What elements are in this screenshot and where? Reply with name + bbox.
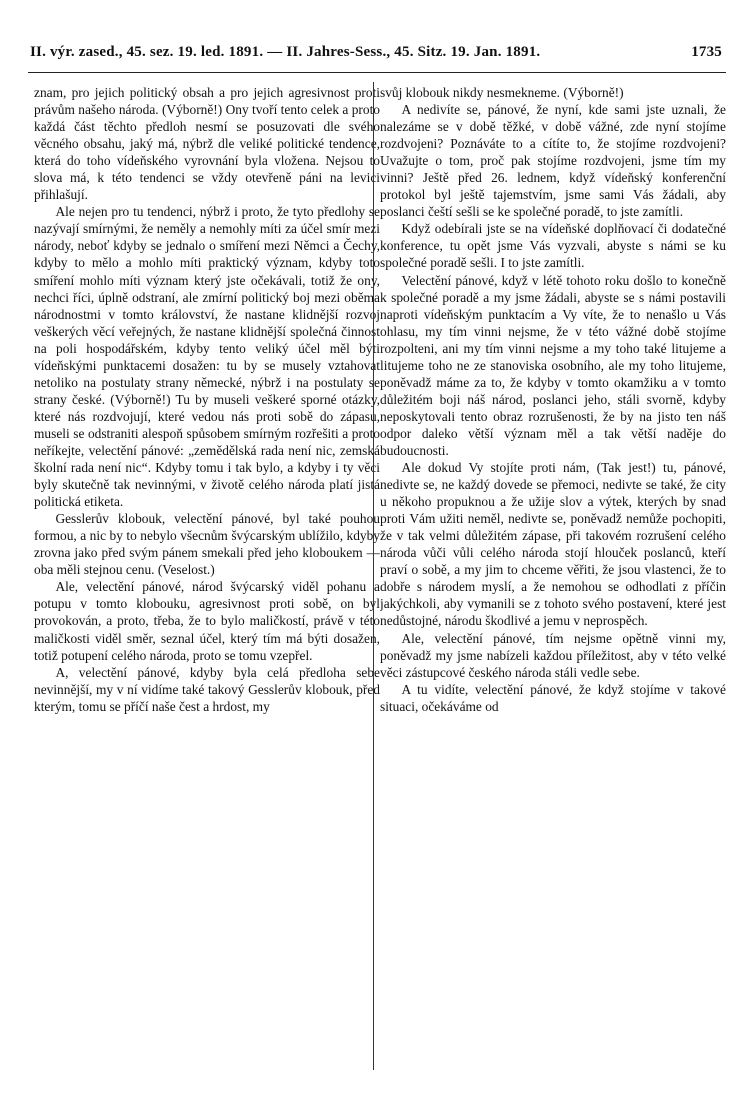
paragraph: Ale dokud Vy stojíte proti nám, (Tak jest!) tu, pánové, nedivte se, ne každý dovede se přemoci, nedivte se také, že city u někoho propuknou a že užije slov a výtek, kterých by snad proti Vám užiti neměl, nedivte se, poněvadž nemůže pochopiti, že v tak velmi důležitém zápase, při takovém rozrušení celého národa vůči vůli celého národa stojí hlouček poslanců, kteří praví o sobě, a my jim to chceme věřiti, že jsou vlastenci, že to dobře s národem myslí, a že nemohou se odhodlati z příčin jakýchkoli, aby vymanili se z tohoto svého postavení, které jest nedůstojné, národu škodlivé a jemu v neprospěch.: [380, 460, 726, 629]
column-divider: [373, 82, 374, 1070]
paragraph: A, velectění pánové, kdyby byla celá předloha sebe nevinnější, my v ní vidíme také takový Gesslerův klobouk, před kterým, tomu se příčí naše čest a hrdost, my: [34, 664, 380, 714]
paragraph: Ale nejen pro tu tendenci, nýbrž i proto, že tyto předlohy se nazývají smírnými, že neměly a nemohly míti za účel smír mezi národy, neboť kdyby se jednalo o smíření mezi Němci a Čechy, kdyby to mělo a mohlo míti praktický význam, kdyby toto smíření mohlo míti význam který jste očekávali, totiž že ony, nechci říci, úplně odstraní, ale zmírní politický boj mezi oběma národnostmi v tomto království, že nastane klidnější rozvoj veškerých věcí veřejných, že nastane klidnější společná činnost na poli hospodářském, kdyby tento veliký účel měl býti vídeňskými punktacemi dosažen: tu by se musely vztahovat netoliko na postulaty strany německé, nýbrž i na postulaty se strany české. (Výborně!) Tu by museli veškeré sporné otázky, které nás rozdvojují, které vedou nás proti sobě do zápasu, museli se odstraniti alespoň spůsobem smírným rozřešiti a proto neříkejte, velectění pánové: „zemědělská rada není nic, zemská školní rada není nic“. Kdyby tomu i tak bylo, a kdyby i ty věci byly skutečně tak nevinnými, v životě celého národa platí jistá politická etiketa.: [34, 204, 380, 510]
left-column: [34, 84, 380, 1074]
paragraph: A nedivíte se, pánové, že nyní, kde sami jste uznali, že nalezáme se v době těžké, v době vážné, zde nyní stojíme rozdvojeni? Poznáváte to a cítíte to, že stojíme rozdvojeni? Uvažujte o tom, proč pak stojíme rozdvojeni, jsme tím my vinni? Ještě před 26. lednem, když vídeňský konferenční protokol byl ještě tajemstvím, jsme sami Vás žádali, aby poslanci čeští sešli se ke společné poradě, to jste zamítli.: [380, 102, 726, 220]
paragraph: znam, pro jejich politický obsah a pro jejich agresivnost proti právům našeho národa. (Výborně!) Ony tvoří tento celek a proto každá část těchto předloh nesmí se posuzovati dle svého věcného obsahu, jaký má, nýbrž dle veliké politické tendence, která do toho vídeňského vyrovnání byla vložena. Nejsou to slova má, k této tendenci se vždy otevřeně páni na levici přihlašují.: [34, 85, 380, 203]
paragraph: Ale, velectění pánové, národ švýcarský viděl pohanu a potupu v tomto klobouku, agresivnost proti sobě, on byl provokován, a proto, třeba, že to bylo maličkostí, právě v této maličkosti viděl směr, seznal účel, který tím má býti dosažen, totiž potupení celého národa, proto se tomu vzepřel.: [34, 579, 380, 663]
right-column: [380, 84, 726, 1074]
page-number: 1735: [691, 44, 722, 60]
paragraph: Ale, velectění pánové, tím nejsme opětně vinni my, poněvadž my jsme nabízeli každou příležitost, aby v této velké věci zástupcové českého národa stáli vedle sebe.: [380, 630, 726, 680]
paragraph: Velectění pánové, když v létě tohoto roku došlo to konečně k společné poradě a my jsme žádali, abyste se s námi postavili naproti vídeňským punktacím a Vy víte, že to nenašlo u Vás ohlasu, my tím vinni nejsme, že v této vážné době stojíme rozpolteni, ani my tím vinni nejsme a my toho také litujeme a litujeme toho ne ze stanoviska osobního, ale my toho litujeme, poněvadž máme za to, že kdyby v tomto okamžiku a v tomto důležitém boji náš národ, poslanci jeho, stáli svorně, kdyby neposkytovali tento obraz rozrušenosti, že by na jisto ten náš odpor daleko větší význam měl a tak větší naděje do budoucnosti.: [380, 272, 726, 458]
paragraph: A tu vidíte, velectění pánové, že když stojíme v takové situaci, očekáváme od: [380, 681, 726, 714]
running-title: II. výr. zased., 45. sez. 19. led. 1891. — II. Jahres-Sess., 45. Sitz. 19. Jan. 1891.: [30, 44, 541, 60]
paragraph: Když odebírali jste se na vídeňské doplňovací či dodatečné konference, tu opět jsme Vás vyzvali, abyste s námi se ku společné poradě sešli. I to jste zamítli.: [380, 221, 726, 271]
paragraph: Gesslerův klobouk, velectění pánové, byl také pouhou formou, a nic by to nebylo všecnům švýcarským ublížilo, kdyby zrovna jako před svým pánem smekali před jeho kloboukem — oba měli stejnou cenu. (Veselost.): [34, 511, 380, 578]
page-header: [28, 36, 722, 66]
paragraph: svůj klobouk nikdy nesmekneme. (Výborně!): [380, 85, 624, 100]
header-rule: [28, 72, 726, 73]
